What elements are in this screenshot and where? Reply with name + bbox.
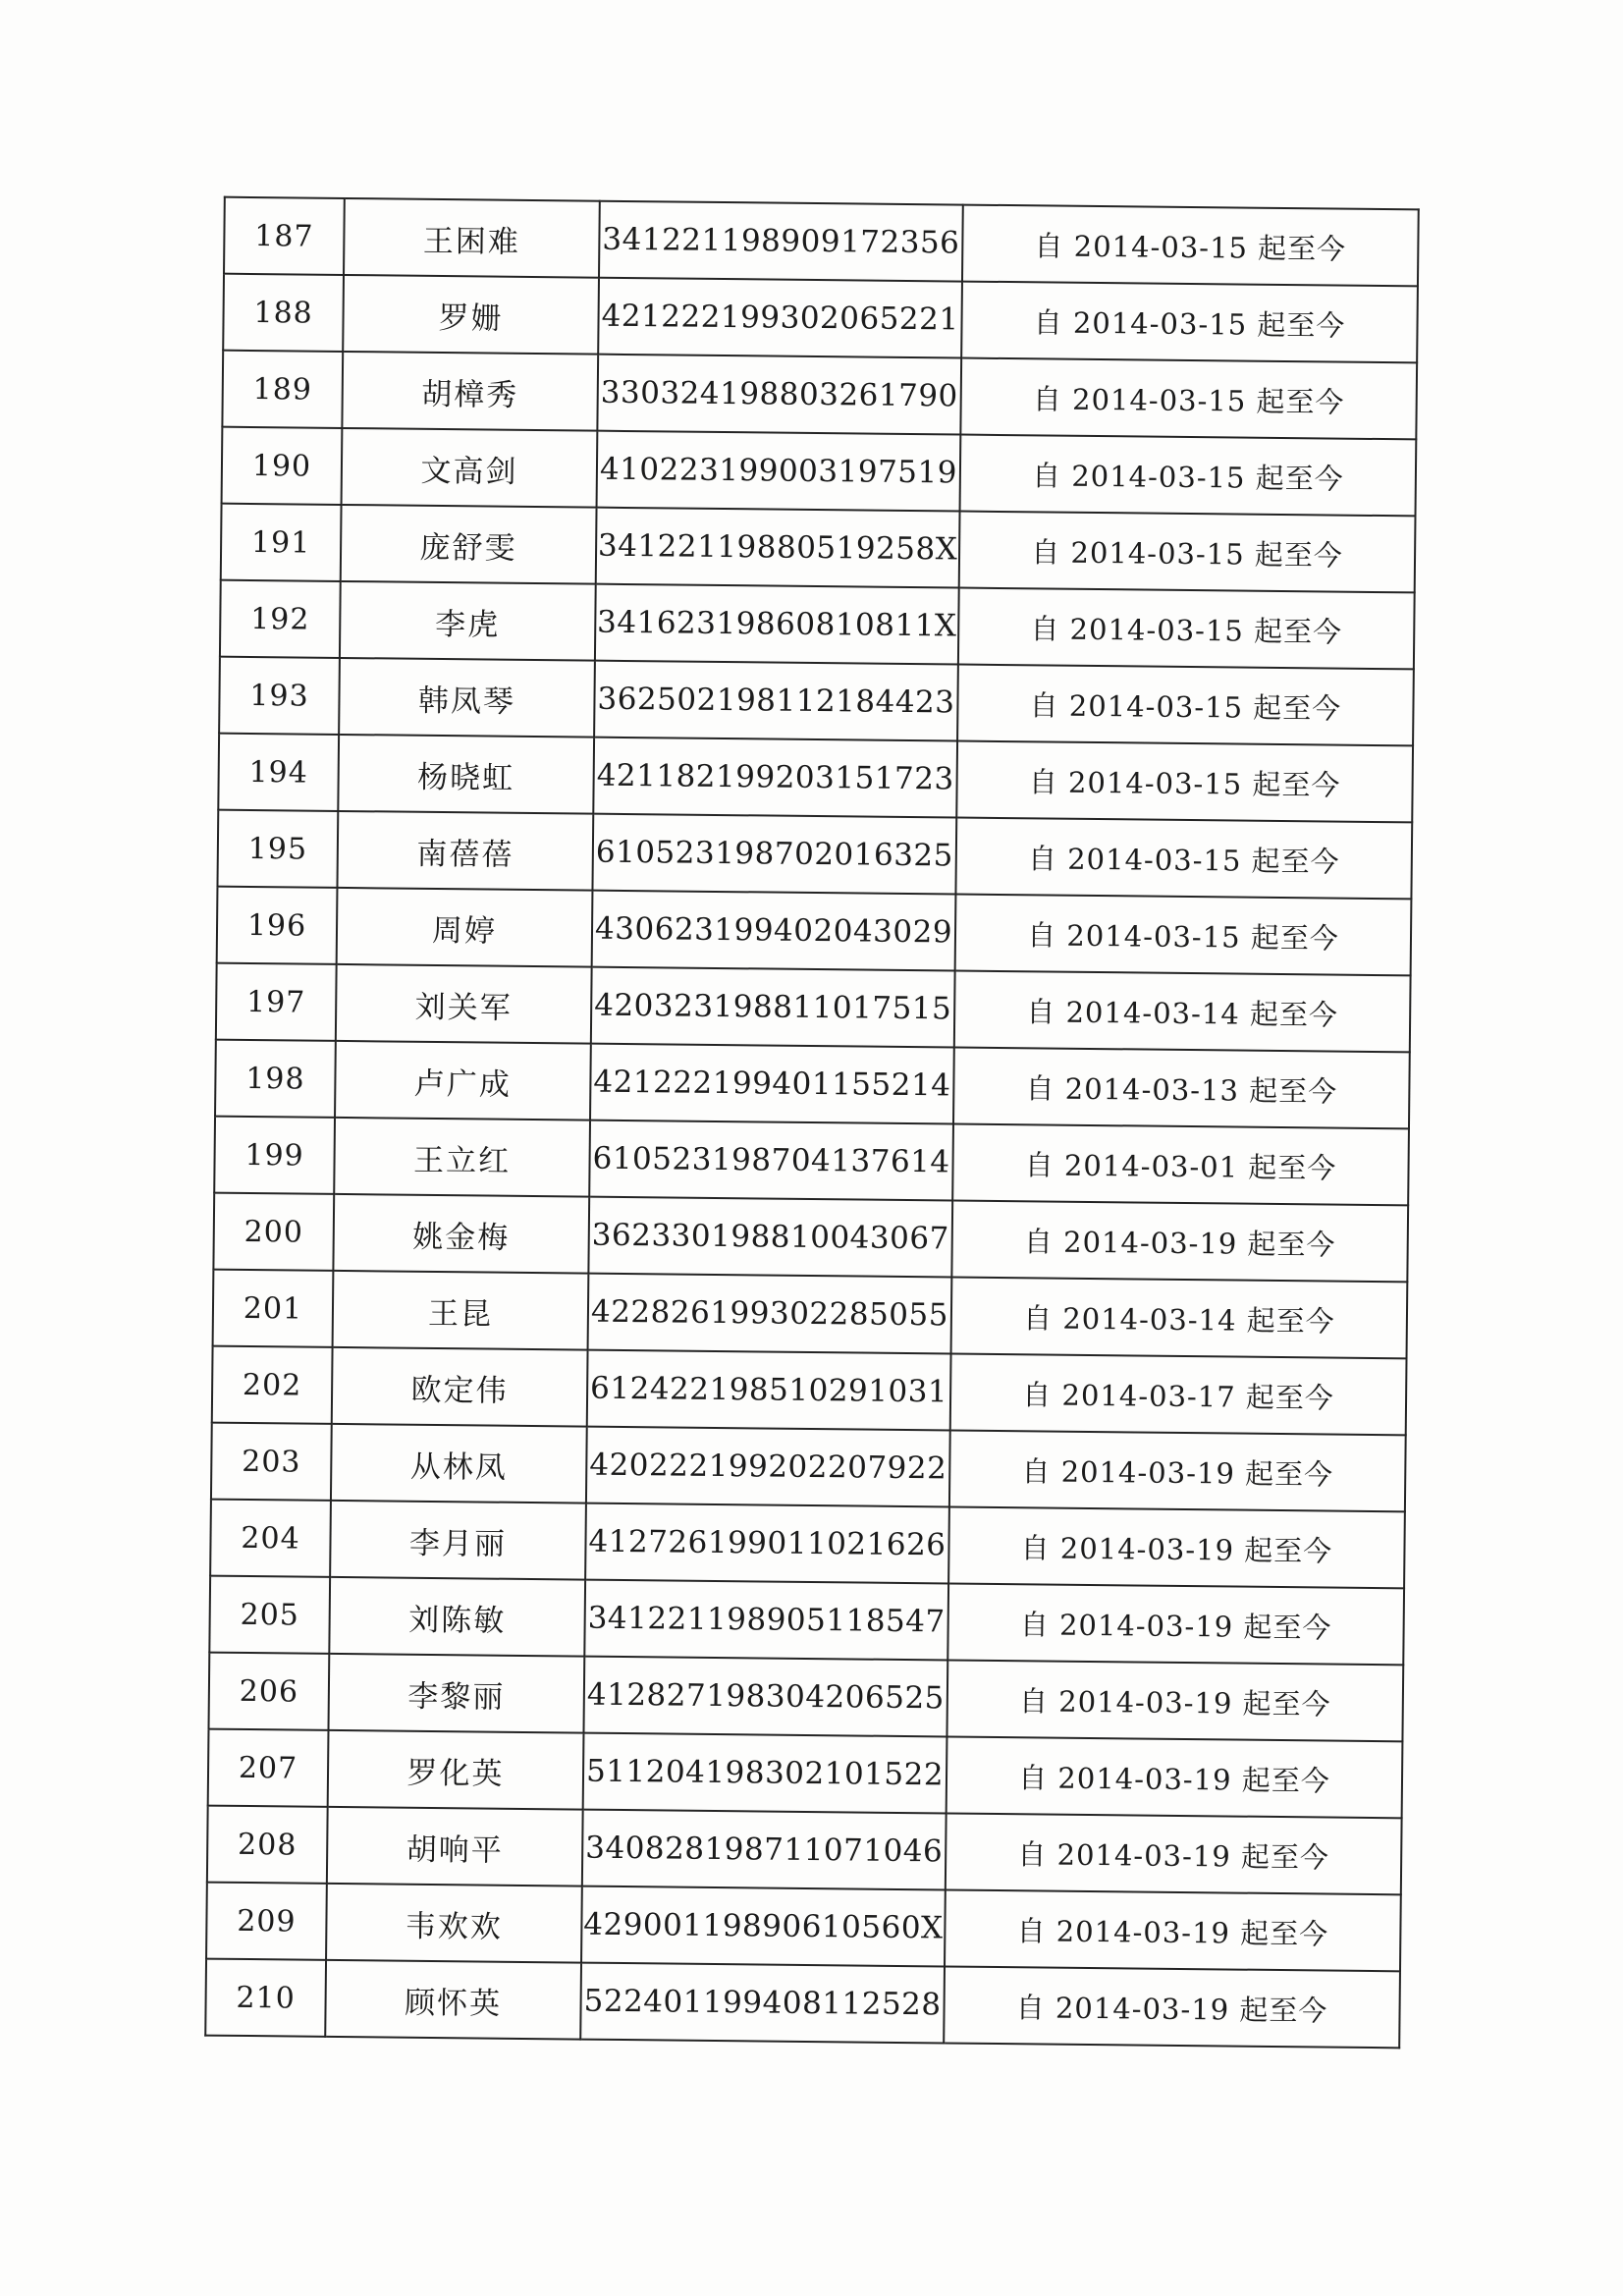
table-row xyxy=(214,1117,1409,1206)
validity-period-cell: 自 2014-03-15 起至今 xyxy=(962,205,1419,287)
id-number-cell: 34162319860810811X xyxy=(595,584,959,665)
id-number-cell: 341221198905118547 xyxy=(584,1580,948,1661)
validity-period-cell: 自 2014-03-15 起至今 xyxy=(957,665,1414,746)
validity-period-cell: 自 2014-03-15 起至今 xyxy=(956,741,1413,823)
name-cell: 罗姗 xyxy=(343,275,599,355)
validity-period-cell: 自 2014-03-14 起至今 xyxy=(951,1277,1408,1358)
row-number-cell: 204 xyxy=(210,1500,331,1577)
validity-period-cell: 自 2014-03-19 起至今 xyxy=(949,1430,1406,1511)
table-row xyxy=(206,1883,1401,1972)
row-number-cell: 193 xyxy=(219,657,340,735)
id-number-cell: 511204198302101522 xyxy=(583,1733,947,1814)
validity-period-cell: 自 2014-03-19 起至今 xyxy=(947,1583,1404,1665)
validity-period-cell: 自 2014-03-19 起至今 xyxy=(945,1889,1401,1971)
validity-period-cell: 自 2014-03-19 起至今 xyxy=(951,1201,1408,1283)
name-cell: 韦欢欢 xyxy=(326,1884,582,1963)
row-number-cell: 187 xyxy=(224,197,345,275)
table-row xyxy=(208,1653,1403,1742)
record-table xyxy=(204,196,1420,2050)
table-row xyxy=(216,963,1411,1053)
name-cell: 李黎丽 xyxy=(328,1654,584,1733)
validity-period-cell: 自 2014-03-19 起至今 xyxy=(946,1813,1402,1894)
name-cell: 庞舒雯 xyxy=(341,505,597,584)
id-number-cell: 421182199203151723 xyxy=(593,738,957,818)
name-cell: 顾怀英 xyxy=(325,1960,581,2040)
id-number-cell: 412827198304206525 xyxy=(583,1657,947,1737)
row-number-cell: 203 xyxy=(211,1423,332,1501)
id-number-cell: 610523198702016325 xyxy=(592,814,956,895)
row-number-cell: 200 xyxy=(213,1193,334,1271)
name-cell: 王立红 xyxy=(334,1118,590,1197)
id-number-cell: 362330198810043067 xyxy=(588,1197,952,1278)
table-row xyxy=(208,1729,1403,1819)
id-number-cell: 362502198112184423 xyxy=(594,661,958,741)
row-number-cell: 197 xyxy=(216,963,337,1041)
validity-period-cell: 自 2014-03-15 起至今 xyxy=(961,282,1418,363)
name-cell: 韩凤琴 xyxy=(339,658,595,738)
table-row xyxy=(217,887,1412,976)
validity-period-cell: 自 2014-03-01 起至今 xyxy=(952,1124,1409,1206)
name-cell: 文高剑 xyxy=(342,428,598,508)
name-cell: 姚金梅 xyxy=(333,1194,589,1274)
row-number-cell: 188 xyxy=(223,274,344,352)
name-cell: 杨晓虹 xyxy=(338,735,594,814)
row-number-cell: 207 xyxy=(208,1729,329,1807)
row-number-cell: 208 xyxy=(207,1806,328,1884)
validity-period-cell: 自 2014-03-15 起至今 xyxy=(955,818,1412,900)
id-number-cell: 522401199408112528 xyxy=(580,1963,945,2044)
name-cell: 欧定伟 xyxy=(332,1347,588,1427)
name-cell: 周婷 xyxy=(337,888,593,967)
id-number-cell: 340828198711071046 xyxy=(582,1810,947,1890)
id-number-cell: 330324198803261790 xyxy=(597,355,961,435)
validity-period-cell: 自 2014-03-15 起至今 xyxy=(960,358,1417,440)
name-cell: 卢广成 xyxy=(335,1041,591,1121)
name-cell: 王昆 xyxy=(333,1271,589,1350)
table-row xyxy=(215,1040,1410,1129)
row-number-cell: 195 xyxy=(217,810,338,888)
name-cell: 罗化英 xyxy=(328,1730,584,1810)
row-number-cell: 201 xyxy=(213,1270,334,1347)
id-number-cell: 42900119890610560X xyxy=(581,1886,946,1967)
id-number-cell: 430623199402043029 xyxy=(592,891,956,971)
id-number-cell: 420222199202207922 xyxy=(586,1427,950,1507)
validity-period-cell: 自 2014-03-14 起至今 xyxy=(954,971,1411,1053)
row-number-cell: 194 xyxy=(218,734,339,811)
id-number-cell: 612422198510291031 xyxy=(587,1350,951,1431)
name-cell: 王困难 xyxy=(344,198,600,278)
name-cell: 从林凤 xyxy=(331,1424,587,1503)
table-row xyxy=(222,351,1417,440)
table-row xyxy=(207,1806,1402,1895)
table-row xyxy=(222,427,1417,517)
validity-period-cell: 自 2014-03-15 起至今 xyxy=(955,895,1412,976)
row-number-cell: 205 xyxy=(209,1576,330,1654)
row-number-cell: 199 xyxy=(214,1117,335,1194)
validity-period-cell: 自 2014-03-19 起至今 xyxy=(948,1506,1405,1588)
table-row xyxy=(211,1423,1406,1512)
name-cell: 刘关军 xyxy=(336,964,592,1044)
row-number-cell: 189 xyxy=(222,351,343,428)
row-number-cell: 190 xyxy=(222,427,343,505)
name-cell: 刘陈敏 xyxy=(329,1577,585,1657)
validity-period-cell: 自 2014-03-15 起至今 xyxy=(960,435,1417,517)
name-cell: 李虎 xyxy=(340,581,596,661)
table-row xyxy=(213,1270,1408,1359)
id-number-cell: 410223199003197519 xyxy=(597,431,961,512)
table-row xyxy=(217,810,1412,900)
row-number-cell: 210 xyxy=(205,1959,326,2037)
id-number-cell: 34122119880519258X xyxy=(596,508,960,588)
name-cell: 李月丽 xyxy=(330,1501,586,1580)
table-row xyxy=(224,197,1419,287)
table-row xyxy=(223,274,1418,363)
row-number-cell: 198 xyxy=(215,1040,336,1118)
table-row xyxy=(212,1346,1407,1436)
row-number-cell: 192 xyxy=(220,580,341,658)
row-number-cell: 206 xyxy=(208,1653,329,1730)
name-cell: 胡响平 xyxy=(327,1807,583,1886)
id-number-cell: 341221198909172356 xyxy=(599,201,963,282)
validity-period-cell: 自 2014-03-19 起至今 xyxy=(947,1660,1403,1741)
row-number-cell: 202 xyxy=(212,1346,333,1424)
name-cell: 胡樟秀 xyxy=(342,352,598,431)
validity-period-cell: 自 2014-03-17 起至今 xyxy=(950,1353,1407,1435)
row-number-cell: 196 xyxy=(217,887,338,964)
row-number-cell: 191 xyxy=(221,504,342,581)
table-row xyxy=(213,1193,1408,1283)
table-row xyxy=(219,657,1414,746)
id-number-cell: 421222199401155214 xyxy=(590,1044,954,1124)
validity-period-cell: 自 2014-03-19 起至今 xyxy=(947,1736,1403,1818)
validity-period-cell: 自 2014-03-13 起至今 xyxy=(953,1048,1410,1129)
table-row xyxy=(221,504,1416,593)
table-row xyxy=(220,580,1415,670)
id-number-cell: 610523198704137614 xyxy=(589,1121,953,1201)
table-row xyxy=(210,1500,1405,1589)
id-number-cell: 420323198811017515 xyxy=(591,967,955,1048)
id-number-cell: 422826199302285055 xyxy=(588,1274,952,1354)
id-number-cell: 421222199302065221 xyxy=(598,278,962,358)
table-row xyxy=(209,1576,1404,1666)
name-cell: 南蓓蓓 xyxy=(337,811,593,891)
id-number-cell: 412726199011021626 xyxy=(585,1503,949,1584)
validity-period-cell: 自 2014-03-15 起至今 xyxy=(959,512,1416,593)
table-row xyxy=(218,734,1413,823)
validity-period-cell: 自 2014-03-15 起至今 xyxy=(958,588,1415,670)
row-number-cell: 209 xyxy=(206,1883,327,1960)
validity-period-cell: 自 2014-03-19 起至今 xyxy=(944,1966,1400,2048)
table-row xyxy=(205,1959,1400,2049)
